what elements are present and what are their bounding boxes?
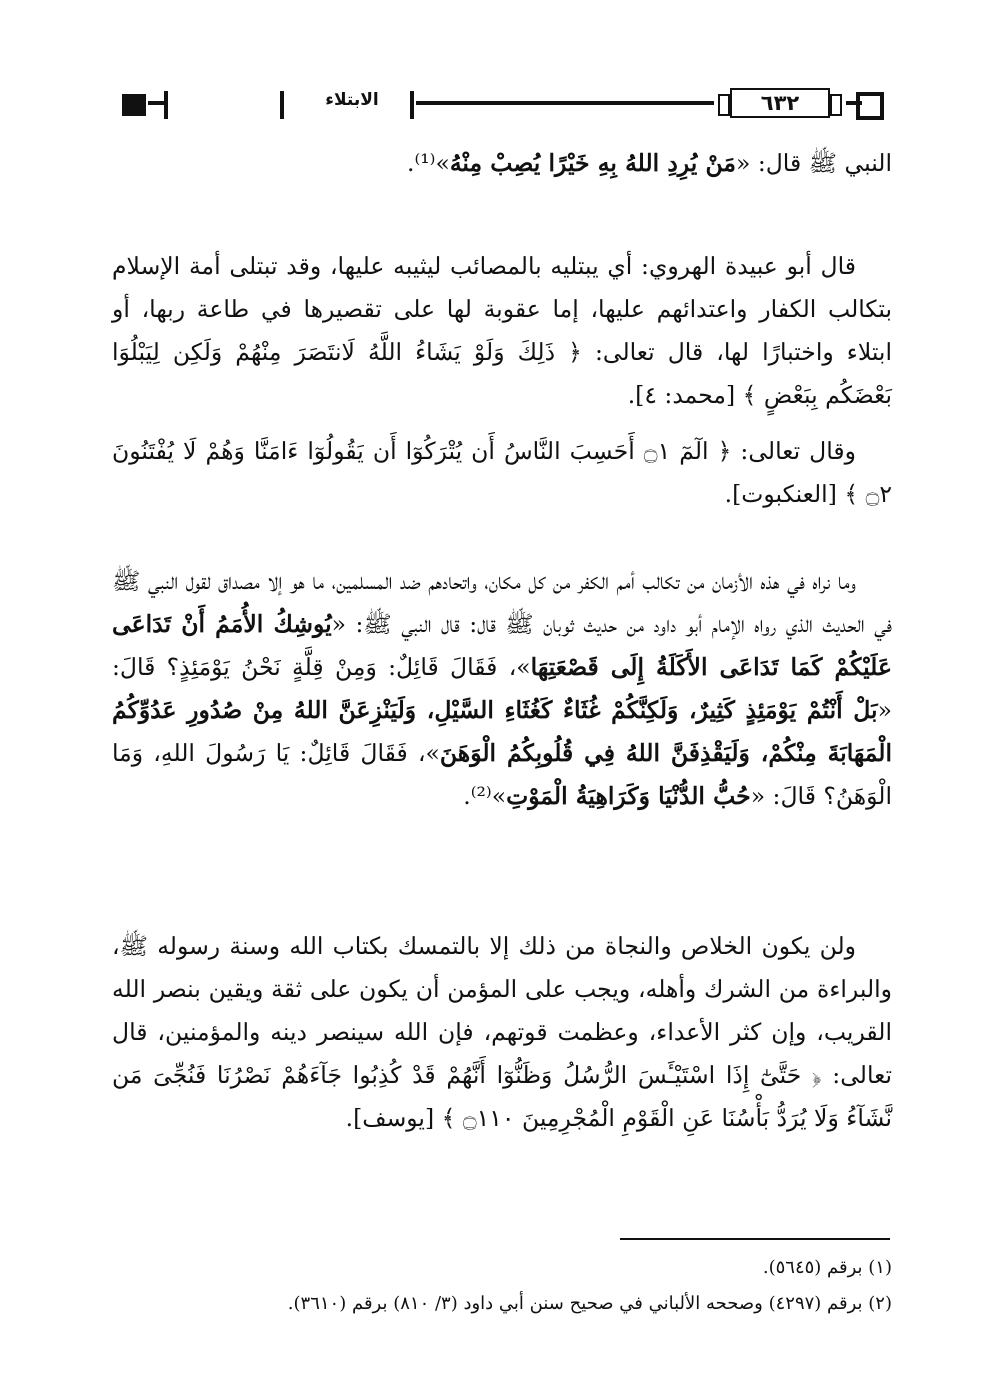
paragraph: وما نراه في هذه الأزمان من تكالب أمم الكفر من كل مكان، واتحادهم ضد المسلمين، ما هو إلا مصداق لقول النبي ﷺ في الحديث الذي رواه الإمام أبو داود من حديث ثوبان ﷺ قال: قال النبي ﷺ: «يُوشِكُ الأُمَمُ أَنْ تَدَاعَى عَلَيْكُمْ كَمَا تَدَاعَى الأَكَلَةُ إِلَى قَصْعَتِهَا»، فَقَالَ قَائِلٌ: وَمِنْ قِلَّةٍ نَحْنُ يَوْمَئِذٍ؟ قَالَ: «بَلْ أَنْتُمْ يَوْمَئِذٍ كَثِيرٌ، وَلَكِنَّكُمْ غُثَاءٌ كَغُثَاءِ السَّيْلِ، وَلَيَنْزِعَنَّ اللهُ مِنْ صُدُورِ عَدُوِّكُمُ الْمَهَابَةَ مِنْكُمْ، وَلَيَقْذِفَنَّ اللهُ فِي قُلُوبِكُمُ الْوَهَنَ»، فَقَالَ قَائِلٌ: يَا رَسُولَ اللهِ، وَمَا الْوَهَنُ؟ قَالَ: «حُبُّ الدُّنْيَا وَكَرَاهِيَةُ الْمَوْتِ»⁽²⁾. — [112, 567, 893, 810]
header-divider — [164, 91, 168, 119]
footnote: (٢) برقم (٤٢٩٧) وصححه الألباني في صحيح سنن أبي داود (٣/ ٨١٠) برقم (٣٦١٠). — [287, 1293, 892, 1314]
paragraph: قال أبو عبيدة الهروي: أي يبتليه بالمصائب ليثيبه عليها، وقد تبتلى أمة الإسلام بتكالب الكفار واعتدائهم عليها، إما عقوبة لها على تقصيرها في طاعة ربها، أو ابتلاء واختبارًا لها، قال تعالى: ﴿ ذَلِكَ وَلَوْ يَشَاءُ اللَّهُ لَانتَصَرَ مِنْهُمْ وَلَكِن لِيَبْلُوَا بَعْضَكُم بِبَعْضٍ ﴾ [محمد: ٤]. — [112, 252, 892, 409]
hadith-quote: مَنْ يُرِدِ اللهُ بِهِ خَيْرًا يُصِبْ مِنْهُ — [449, 149, 736, 177]
hadith-quote: حُبُّ الدُّنْيَا وَكَرَاهِيَةُ الْمَوْتِ — [506, 782, 751, 810]
page-header — [112, 88, 892, 122]
paragraph: وقال تعالى: ﴿ الٓمٓ ۝١ أَحَسِبَ النَّاسُ أَن يُتْرَكُوٓا أَن يَقُولُوٓا ءَامَنَّا وَهُمْ لَا يُفْتَنُونَ ۝٢ ﴾ [العنكبوت]. — [112, 437, 892, 508]
header-ornament-right — [856, 92, 884, 120]
footnote-separator — [620, 1238, 890, 1240]
running-title: الابتلاء — [325, 90, 379, 110]
page-number: ٦٣٢ — [730, 88, 830, 118]
hadith-quote: يُوشِكُ الأُمَمُ أَنْ تَدَاعَى عَلَيْكُمْ كَمَا تَدَاعَى الأَكَلَةُ إِلَى قَصْعَتِهَا — [112, 610, 892, 681]
paragraph: ولن يكون الخلاص والنجاة من ذلك إلا بالتمسك بكتاب الله وسنة رسوله ﷺ، والبراءة من الشرك وأهله، ويجب على المؤمن أن يكون على ثقة ويقين بنصر الله القريب، وإن كثر الأعداء، وعظمت قوتهم، فإن الله سينصر دينه والمؤمنين، قال تعالى: ﴿ حَتَّىٰٓ إِذَا اسْتَيْـَٔسَ الرُّسُلُ وَظَنُّوٓا أَنَّهُمْ قَدْ كُذِبُوا جَآءَهُمْ نَصْرُنَا فَنُجِّىَ مَن نَّشَآءُ وَلَا يُرَدُّ بَأْسُنَا عَنِ الْقَوْمِ الْمُجْرِمِينَ ۝١١٠ ﴾ [يوسف]. — [112, 932, 892, 1132]
header-ornament-left — [122, 94, 146, 116]
header-rule — [416, 101, 714, 105]
header-rule — [148, 101, 164, 105]
continuation-line: النبي ﷺ قال: «مَنْ يُرِدِ اللهُ بِهِ خَيْرًا يُصِبْ مِنْهُ»⁽¹⁾. — [407, 149, 892, 177]
header-divider — [280, 91, 284, 119]
footnote: (١) برقم (٥٦٤٥). — [762, 1257, 892, 1278]
header-divider — [410, 91, 414, 119]
footnotes — [112, 1250, 892, 1322]
hadith-quote: بَلْ أَنْتُمْ يَوْمَئِذٍ كَثِيرٌ، وَلَكِنَّكُمْ غُثَاءٌ كَغُثَاءِ السَّيْلِ، وَلَيَنْزِعَنَّ اللهُ مِنْ صُدُورِ عَدُوِّكُمُ الْمَهَابَةَ مِنْكُمْ، وَلَيَقْذِفَنَّ اللهُ فِي قُلُوبِكُمُ الْوَهَنَ — [112, 696, 892, 767]
